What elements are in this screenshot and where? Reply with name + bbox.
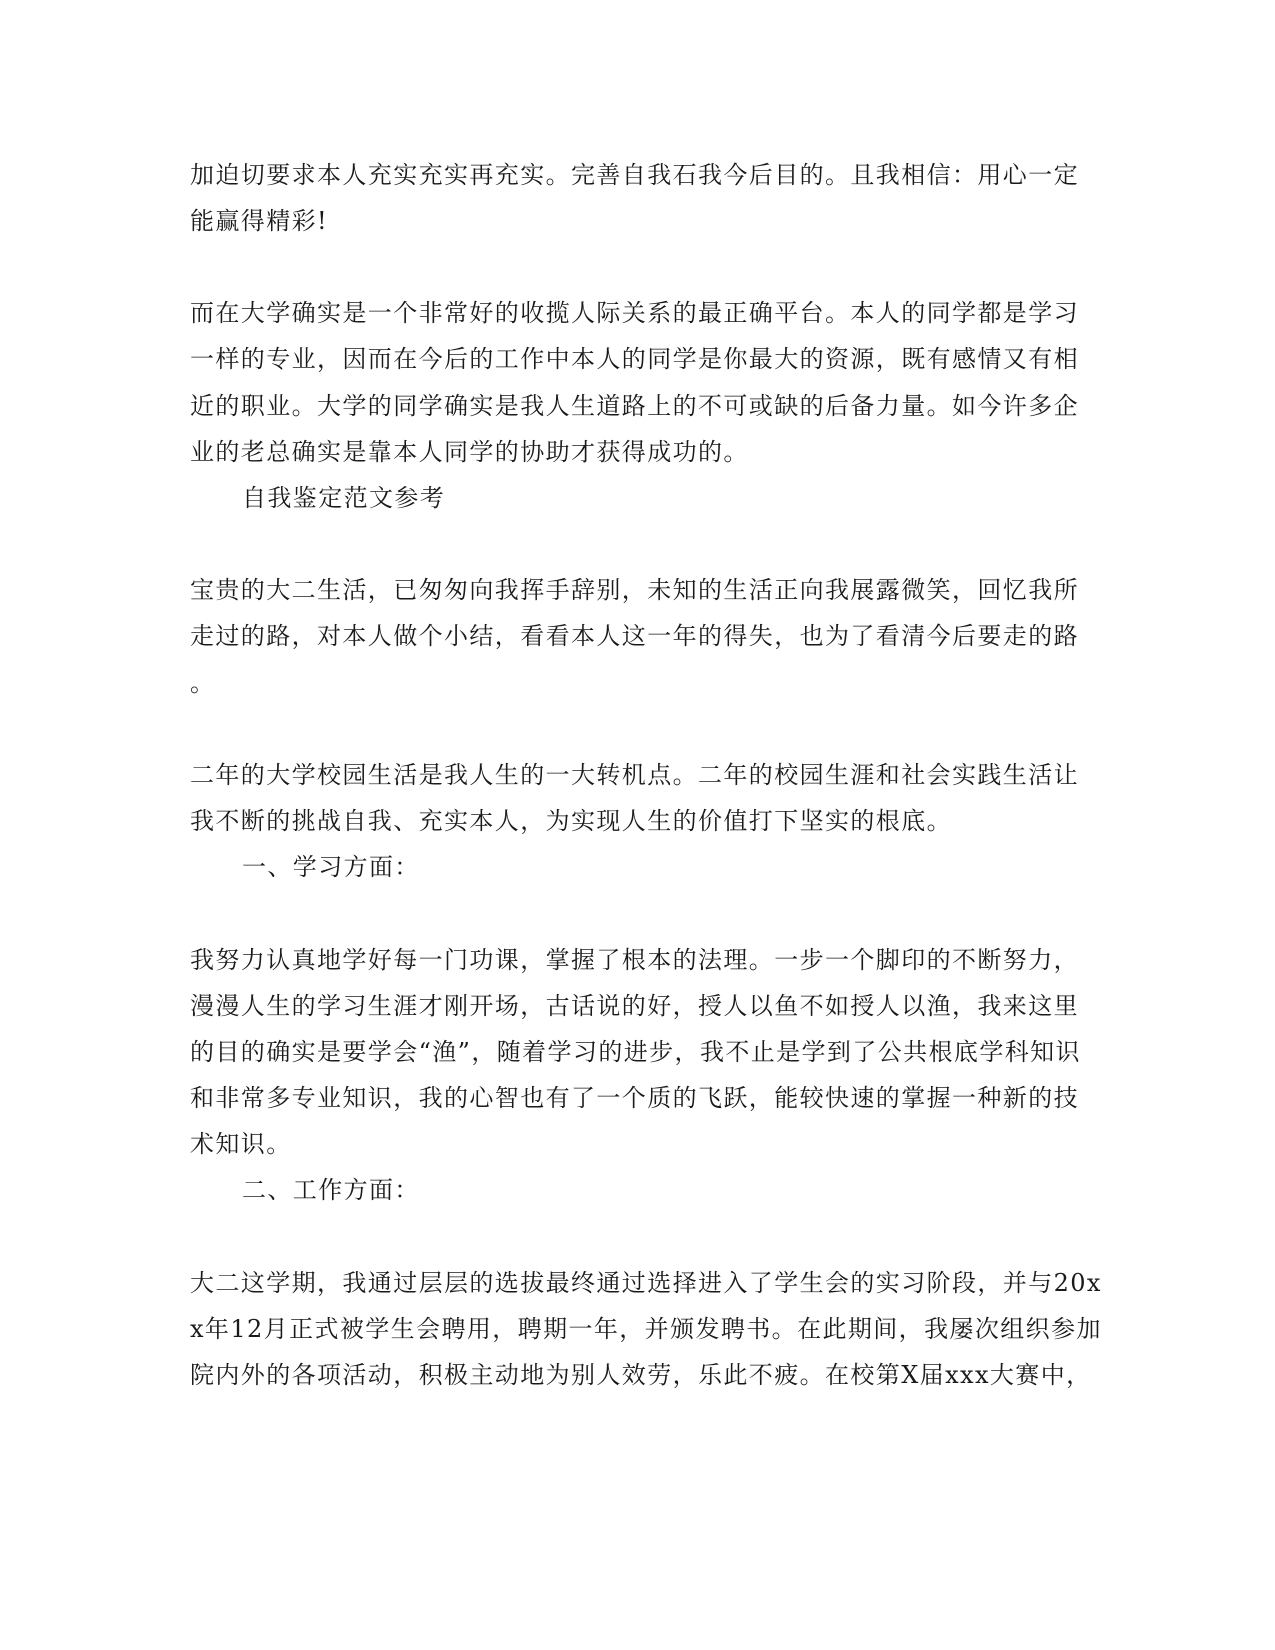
text-line: 宝贵的大二生活，已匆匆向我挥手辞别，未知的生活正向我展露微笑，回忆我所 (190, 576, 1079, 604)
text-line: 二年的大学校园生活是我人生的一大转机点。二年的校园生涯和社会实践生活让 (190, 761, 1079, 789)
text-line: 加迫切要求本人充实充实再充实。完善自我石我今后目的。且我相信：用心一定 (190, 161, 1079, 189)
text-line: 我不断的挑战自我、充实本人，为实现人生的价值打下坚实的根底。 (190, 807, 952, 835)
text-line: 的目的确实是要学会“渔”，随着学习的进步，我不止是学到了公共根底学科知识 (190, 1038, 1081, 1066)
section-heading: 自我鉴定范文参考 (242, 484, 446, 512)
section-heading: 二、工作方面： (242, 1176, 420, 1204)
text-line: 术知识。 (190, 1130, 292, 1158)
section-heading: 一、学习方面： (242, 853, 420, 881)
text-line: 而在大学确实是一个非常好的收揽人际关系的最正确平台。本人的同学都是学习 (190, 299, 1079, 327)
text-line: 一样的专业，因而在今后的工作中本人的同学是你最大的资源，既有感情又有相 (190, 345, 1079, 373)
text-line: 院内外的各项活动，积极主动地为别人效劳，乐此不疲。在校第X届xxx大赛中， (190, 1361, 1092, 1389)
text-line: 。 (190, 669, 216, 697)
text-line: 业的老总确实是靠本人同学的协助才获得成功的。 (190, 438, 749, 466)
text-line: 我努力认真地学好每一门功课，掌握了根本的法理。一步一个脚印的不断努力， (190, 946, 1079, 974)
text-line: 能赢得精彩! (190, 207, 329, 235)
text-line: 和非常多专业知识，我的心智也有了一个质的飞跃，能较快速的掌握一种新的技 (190, 1084, 1079, 1112)
text-line: 漫漫人生的学习生涯才刚开场，古话说的好，授人以鱼不如授人以渔，我来这里 (190, 992, 1079, 1020)
text-line: x年12月正式被学生会聘用，聘期一年，并颁发聘书。在此期间，我屡次组织参加 (190, 1315, 1102, 1343)
text-line: 近的职业。大学的同学确实是我人生道路上的不可或缺的后备力量。如今许多企 (190, 392, 1079, 420)
text-line: 大二这学期，我通过层层的选拔最终通过选择进入了学生会的实习阶段，并与20x (190, 1269, 1102, 1297)
text-line: 走过的路，对本人做个小结，看看本人这一年的得失，也为了看清今后要走的路 (190, 622, 1079, 650)
